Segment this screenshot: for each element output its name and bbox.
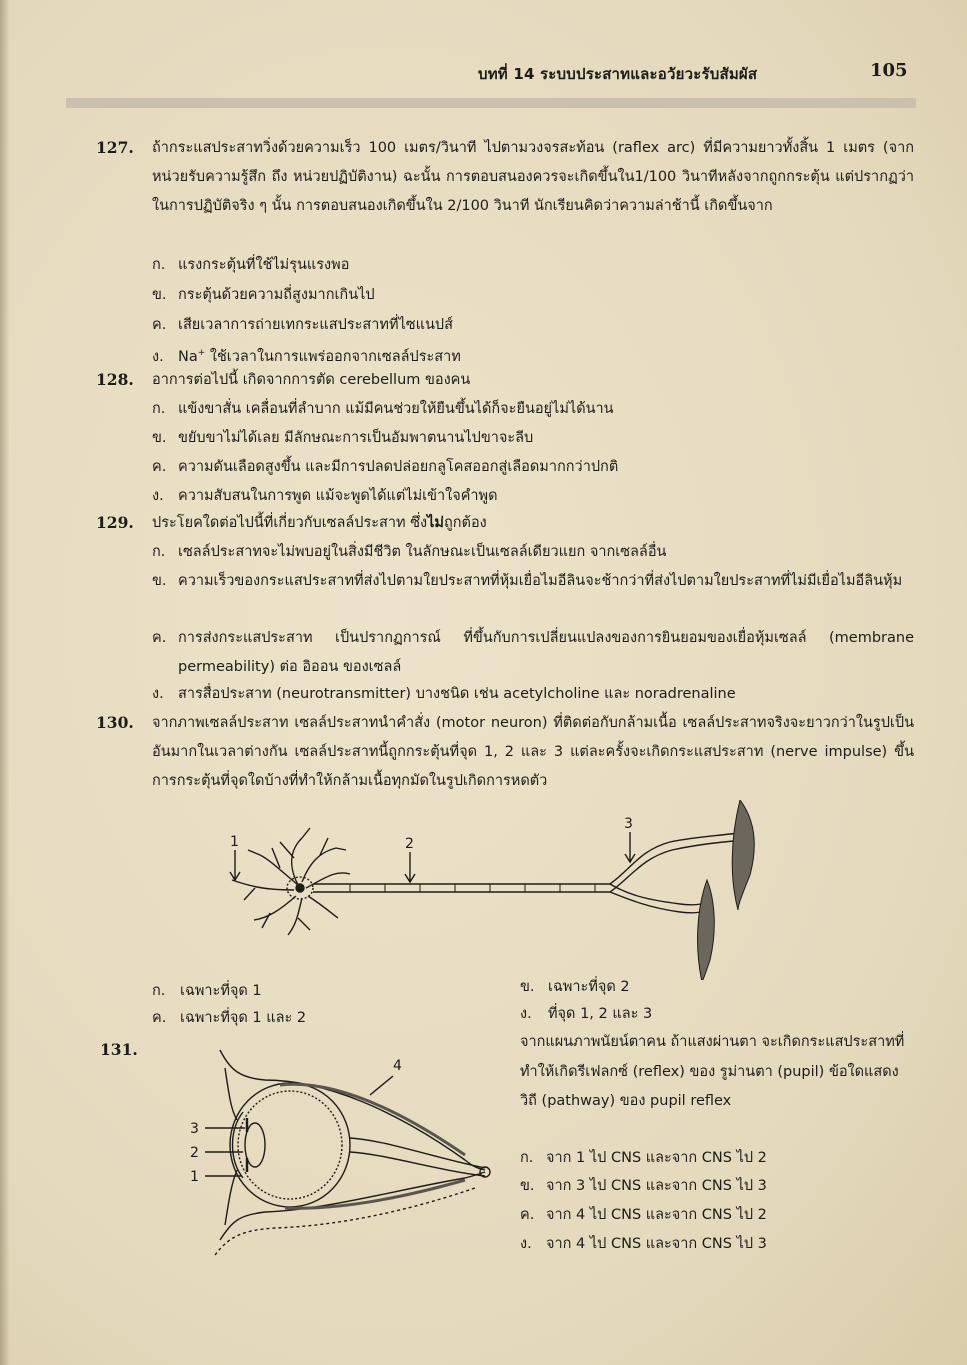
choice-b[interactable]: ข. ขยับขาไม่ได้เลย มีลักษณะการเป็นอัมพาตนานไปขาจะลีบ (152, 430, 534, 446)
choice-d[interactable]: ง. ความสับสนในการพูด แม้จะพูดได้แต่ไม่เข้าใจคำพูด (152, 488, 498, 504)
axon (313, 832, 745, 913)
eye-diagram-figure (185, 1040, 505, 1265)
choice-a[interactable]: ก. แรงกระตุ้นที่ใช้ไม่รุนแรงพอ (152, 257, 350, 273)
question-number: 130. (96, 713, 134, 732)
choice-c[interactable]: ค. การส่งกระแสประสาท เป็นปรากฏการณ์ ที่ขึ้นกับการเปลี่ยนแปลงของการยินยอมของเยื่อหุ้มเซลล์ (membrane permeability) ต่อ อิออน ของเซลล์ (152, 630, 914, 675)
eyeball (230, 1083, 350, 1207)
question-131-number: 131. (100, 1040, 138, 1059)
page-edge-shadow (0, 0, 10, 1365)
choice-a[interactable]: ก. เซลล์ประสาทจะไม่พบอยู่ในสิ่งมีชีวิต ในลักษณะเป็นเซลล์เดียวแยก จากเซลล์อื่น (152, 544, 667, 560)
eye-label-1: 1 (190, 1169, 199, 1185)
q131-choice-b[interactable]: ข. จาก 3 ไป CNS และจาก CNS ไป 3 (520, 1178, 767, 1194)
question-text: อาการต่อไปนี้ เกิดจากการตัด cerebellum ของคน (152, 372, 471, 388)
choice-c[interactable]: ค. ความดันเลือดสูงขึ้น และมีการปลดปล่อยกลูโคสออกสู่เลือดมากกว่าปกติ (152, 459, 619, 475)
point-label-3: 3 (624, 816, 633, 832)
point-label-2: 2 (405, 836, 414, 852)
q131-choice-c[interactable]: ค. จาก 4 ไป CNS และจาก CNS ไป 2 (520, 1207, 767, 1223)
q130-choice-d[interactable]: ง. ที่จุด 1, 2 และ 3 (520, 1006, 653, 1022)
muscle-fiber-upper (732, 800, 754, 910)
question-number: 128. (96, 370, 134, 389)
question-text: ประโยคใดต่อไปนี้ที่เกี่ยวกับเซลล์ประสาท ซึ่งไม่ถูกต้อง (152, 515, 487, 531)
question-131-text: จากแผนภาพนัยน์ตาคน ถ้าแสงผ่านตา จะเกิดกระแสประสาทที่ทำให้เกิดรีเฟลกซ์ (reflex) ของ รูม่านตา (pupil) ข้อใดแสดงวิถี (pathway) ของ pupil reflex (520, 1034, 905, 1109)
q131-choice-d[interactable]: ง. จาก 4 ไป CNS และจาก CNS ไป 3 (520, 1236, 767, 1252)
choice-d[interactable]: ง. สารสื่อประสาท (neurotransmitter) บางชนิด เช่น acetylcholine และ noradrenaline (152, 686, 736, 702)
choice-b[interactable]: ข. ความเร็วของกระแสประสาทที่ส่งไปตามใยประสาทที่หุ้มเยื่อไมอีลินจะช้ากว่าที่ส่งไปตามใยประสาทที่ไม่มีเยื่อไมอีลินหุ้ม (152, 573, 903, 589)
question-text: จากภาพเซลล์ประสาท เซลล์ประสาทนำคำสั่ง (motor neuron) ที่ติดต่อกับกล้ามเนื้อ เซลล์ประสาทจริงจะยาวกว่าในรูปเป็นอันมากในเวลาต่างกัน เซลล์ประสาทนี้ถูกกระตุ้นที่จุด 1, 2 และ 3 แต่ละครั้งจะเกิดกระแสประสาท (nerve impulse) ขึ้น การกระตุ้นที่จุดใดบ้างที่ทำให้กล้ามเนื้อทุกมัดในรูปเกิดการหดตัว (152, 715, 914, 789)
eye-label-4: 4 (393, 1058, 402, 1074)
dendrites (232, 828, 350, 935)
eye-muscle-upper (280, 1084, 465, 1155)
motor-neuron-figure (210, 800, 770, 980)
q130-choice-c[interactable]: ค. เฉพาะที่จุด 1 และ 2 (152, 1010, 307, 1026)
choice-c[interactable]: ค. เสียเวลาการถ่ายเทกระแสประสาทที่ไซแนปส์ (152, 317, 453, 333)
question-number: 129. (96, 513, 134, 532)
choice-d[interactable]: ง. Na+ ใช้เวลาในการแพร่ออกจากเซลล์ประสาท (152, 348, 461, 365)
eye-label-2: 2 (190, 1145, 199, 1161)
stimulus-arrows (230, 832, 635, 882)
q131-choice-a[interactable]: ก. จาก 1 ไป CNS และจาก CNS ไป 2 (520, 1150, 767, 1166)
nucleus (296, 884, 304, 892)
optic-nerve (350, 1138, 485, 1176)
q130-choice-b[interactable]: ข. เฉพาะที่จุด 2 (520, 979, 630, 995)
eye-label-3: 3 (190, 1121, 199, 1137)
question-number: 127. (96, 138, 134, 157)
choice-a[interactable]: ก. แข้งขาสั่น เคลื่อนที่ลำบาก แม้มีคนช่วยให้ยืนขึ้นได้ก็จะยืนอยู่ไม่ได้นาน (152, 401, 614, 417)
point-label-1: 1 (230, 834, 239, 850)
muscle-fiber-lower (698, 880, 715, 980)
chapter-header: บทที่ 14 ระบบประสาทและอวัยวะรับสัมผัส (478, 65, 758, 83)
header-rule (66, 98, 916, 108)
q130-choice-a[interactable]: ก. เฉพาะที่จุด 1 (152, 983, 262, 999)
choice-b[interactable]: ข. กระตุ้นด้วยความถี่สูงมากเกินไป (152, 287, 375, 303)
upper-eyelid (225, 1068, 237, 1120)
page-number: 105 (870, 60, 908, 81)
lower-eyelid (225, 1170, 237, 1225)
question-text: ถ้ากระแสประสาทวิ่งด้วยความเร็ว 100 เมตร/วินาที ไปตามวงจรสะท้อน (raflex arc) ที่มีความยาวทั้งสิ้น 1 เมตร (จากหน่วยรับความรู้สึก ถึง หน่วยปฏิบัติงาน) ฉะนั้น การตอบสนองควรจะเกิดขึ้นใน1/100 วินาทีหลังจากถูกกระตุ้น แต่ปรากฏว่าในการปฏิบัติจริง ๆ นั้น การตอบสนองเกิดขึ้นใน 2/100 วินาที นักเรียนคิดว่าความล่าช้านี้ เกิดขึ้นจาก (152, 140, 914, 214)
